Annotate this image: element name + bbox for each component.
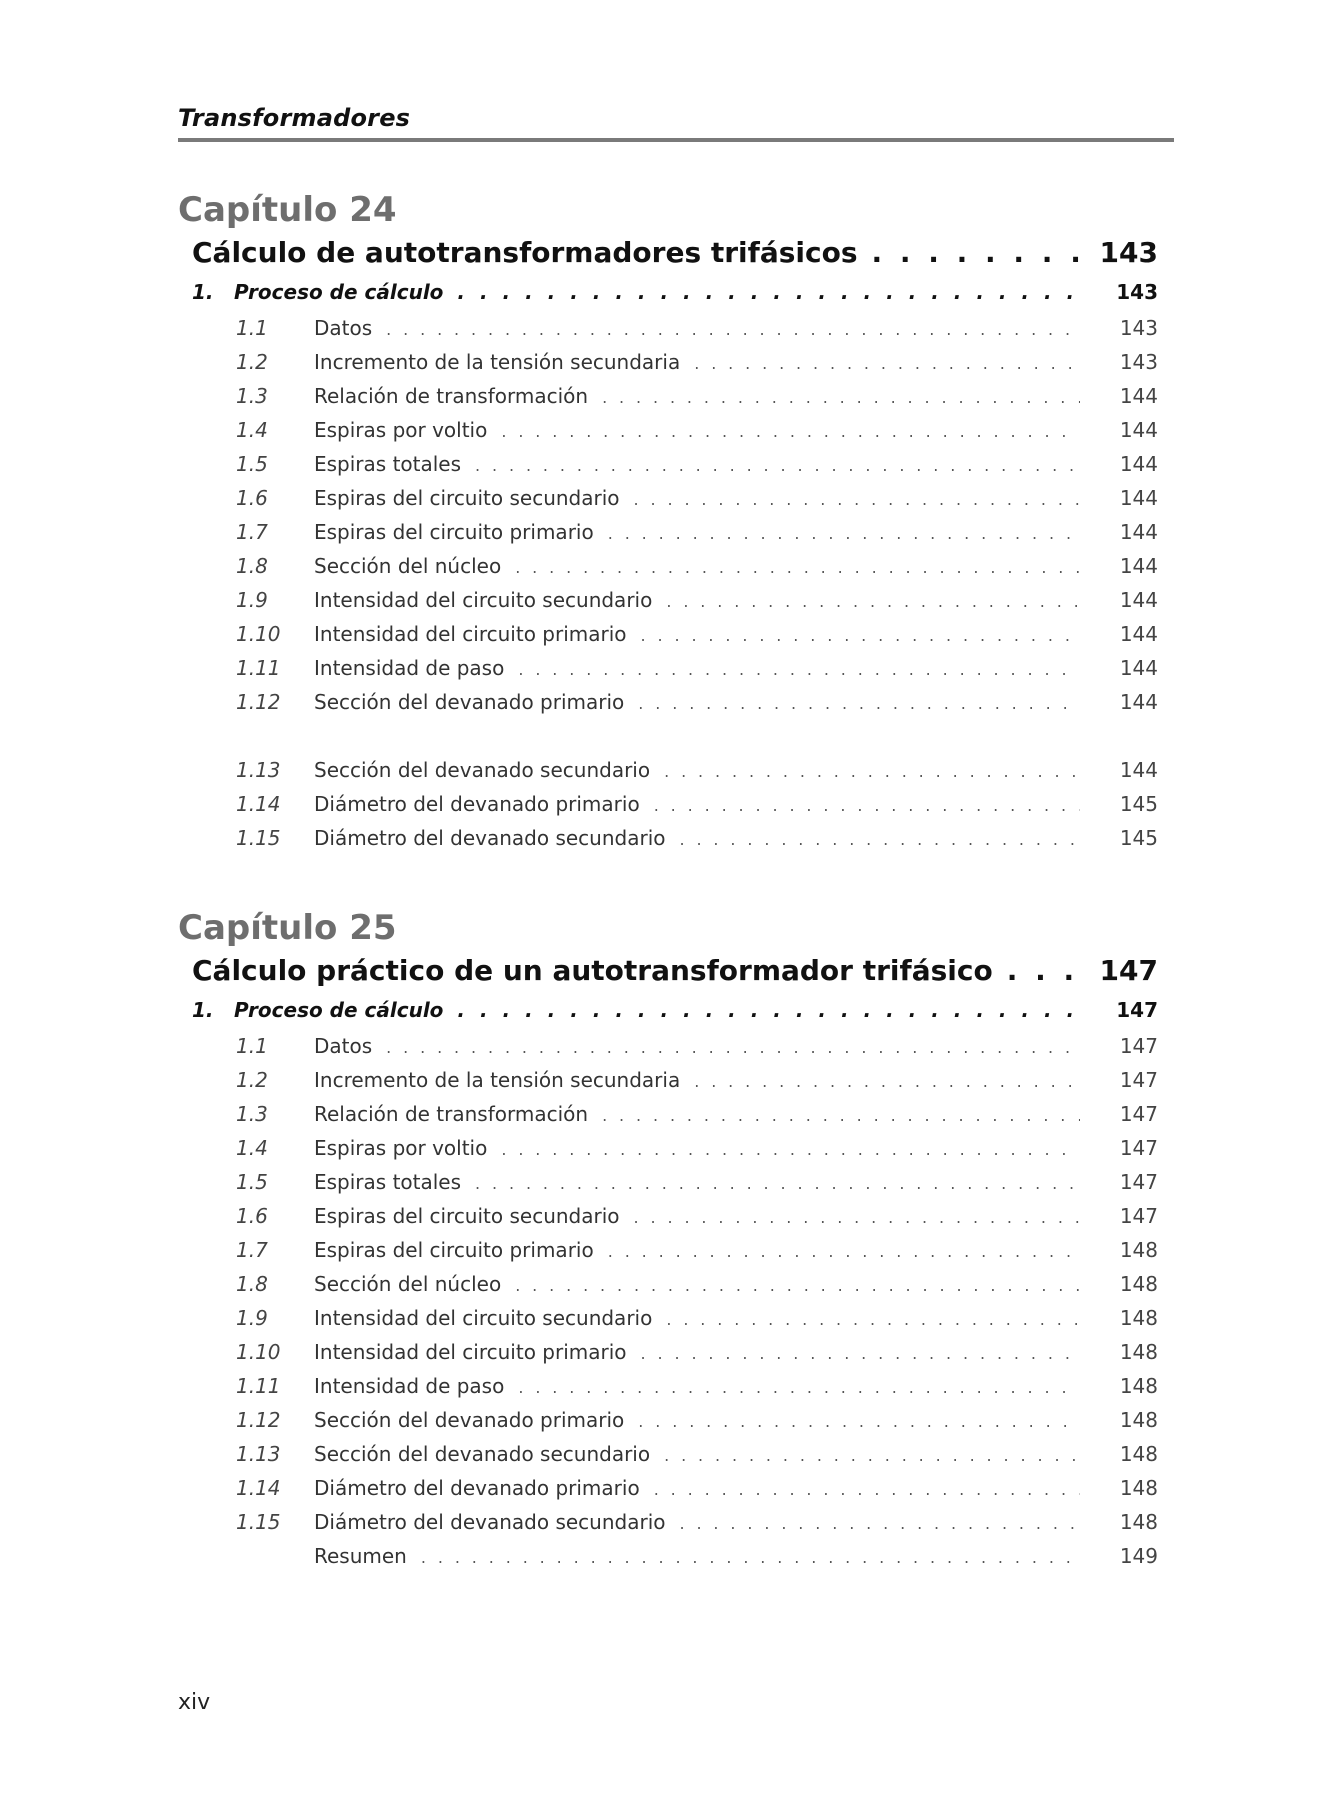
entry-number: 1.11 (236, 1374, 281, 1398)
entry-title: Intensidad del circuito primario (314, 622, 627, 646)
spacer (178, 724, 1158, 758)
entry-number: 1.3 (236, 384, 268, 408)
entry-title: Relación de transformación (314, 1102, 589, 1126)
toc-entry[interactable] (178, 1306, 1158, 1340)
toc-entry[interactable] (178, 1170, 1158, 1204)
dot-leader (602, 388, 1080, 407)
entry-title: Intensidad del circuito secundario (314, 588, 653, 612)
entry-title: Espiras por voltio (314, 418, 488, 442)
toc-entry[interactable] (178, 350, 1158, 384)
section-row[interactable] (178, 280, 1158, 316)
entry-page: 144 (1119, 690, 1158, 714)
entry-page: 148 (1119, 1442, 1158, 1466)
dot-leader (501, 1140, 1080, 1159)
dot-leader (638, 694, 1080, 713)
toc-entry[interactable] (178, 1034, 1158, 1068)
dot-leader (666, 592, 1080, 611)
toc-entry[interactable] (178, 316, 1158, 350)
entry-page: 147 (1119, 1136, 1158, 1160)
entry-title: Sección del núcleo (314, 554, 502, 578)
entry-number: 1.9 (236, 588, 268, 612)
dot-leader (518, 660, 1080, 679)
entry-page: 144 (1119, 622, 1158, 646)
entry-number: 1.6 (236, 1204, 268, 1228)
toc-entry[interactable] (178, 1476, 1158, 1510)
entry-page: 148 (1119, 1408, 1158, 1432)
dot-leader (654, 796, 1080, 815)
toc-items (178, 1034, 1158, 1578)
toc-entry[interactable] (178, 656, 1158, 690)
entry-page: 144 (1119, 418, 1158, 442)
entry-number: 1.8 (236, 554, 268, 578)
section-title: Proceso de cálculo (234, 280, 444, 304)
entry-title: Intensidad del circuito secundario (314, 1306, 653, 1330)
entry-page: 145 (1119, 792, 1158, 816)
section-number: 1. (192, 280, 214, 304)
entry-page: 147 (1119, 1170, 1158, 1194)
toc-entry[interactable] (178, 384, 1158, 418)
entry-number: 1.2 (236, 1068, 268, 1092)
entry-number: 1.4 (236, 418, 268, 442)
entry-page: 148 (1119, 1272, 1158, 1296)
entry-title: Relación de transformación (314, 384, 589, 408)
entry-title: Espiras del circuito secundario (314, 486, 620, 510)
toc-entry[interactable] (178, 1238, 1158, 1272)
dot-leader (634, 490, 1080, 509)
toc-entry[interactable] (178, 1102, 1158, 1136)
dot-leader (386, 1038, 1080, 1057)
entry-number: 1.9 (236, 1306, 268, 1330)
chapter-title-row[interactable] (178, 236, 1158, 278)
section-number: 1. (192, 998, 214, 1022)
chapter-24 (178, 190, 1158, 860)
toc-entry[interactable] (178, 486, 1158, 520)
entry-number: 1.15 (236, 1510, 281, 1534)
entry-page: 144 (1119, 520, 1158, 544)
toc-entry[interactable] (178, 452, 1158, 486)
entry-number: 1.7 (236, 520, 268, 544)
dot-leader (664, 762, 1080, 781)
entry-title: Sección del devanado secundario (314, 1442, 651, 1466)
dot-leader (515, 1276, 1080, 1295)
running-head-rule (178, 138, 1174, 142)
entry-page: 143 (1119, 350, 1158, 374)
entry-number: 1.10 (236, 622, 281, 646)
entry-page: 147 (1119, 1068, 1158, 1092)
entry-page: 147 (1119, 1034, 1158, 1058)
dot-leader (457, 280, 1080, 304)
entry-number: 1.7 (236, 1238, 268, 1262)
entry-title: Intensidad de paso (314, 1374, 505, 1398)
toc-entry[interactable] (178, 826, 1158, 860)
dot-leader (641, 626, 1080, 645)
entry-title: Diámetro del devanado primario (314, 1476, 640, 1500)
entry-title: Espiras del circuito secundario (314, 1204, 620, 1228)
entry-page: 144 (1119, 384, 1158, 408)
toc-entry[interactable] (178, 758, 1158, 792)
entry-title: Espiras totales (314, 452, 462, 476)
chapter-title: Cálculo práctico de un autotransformador trifásico (192, 954, 993, 987)
entry-page: 148 (1119, 1238, 1158, 1262)
entry-page: 144 (1119, 656, 1158, 680)
dot-leader (664, 1446, 1080, 1465)
entry-title: Incremento de la tensión secundaria (314, 350, 681, 374)
dot-leader (608, 524, 1080, 543)
entry-page: 144 (1119, 588, 1158, 612)
dot-leader (679, 1514, 1080, 1533)
toc-entry[interactable] (178, 1442, 1158, 1476)
dot-leader (679, 830, 1080, 849)
entry-title: Resumen (314, 1544, 407, 1568)
entry-number: 1.6 (236, 486, 268, 510)
entry-number: 1.12 (236, 1408, 281, 1432)
entry-number: 1.5 (236, 452, 268, 476)
entry-page: 144 (1119, 486, 1158, 510)
toc-entry[interactable] (178, 1544, 1158, 1578)
entry-title: Sección del devanado primario (314, 690, 625, 714)
entry-page: 149 (1119, 1544, 1158, 1568)
entry-title: Datos (314, 316, 373, 340)
entry-number: 1.1 (236, 316, 268, 340)
entry-title: Diámetro del devanado primario (314, 792, 640, 816)
toc-entry[interactable] (178, 1204, 1158, 1238)
running-head (178, 104, 1174, 142)
entry-page: 144 (1119, 758, 1158, 782)
chapter-25 (178, 908, 1158, 1578)
toc-entry[interactable] (178, 690, 1158, 724)
dot-leader (666, 1310, 1080, 1329)
chapter-label: Capítulo 25 (178, 908, 397, 948)
running-head-title: Transformadores (178, 104, 411, 132)
toc-entry[interactable] (178, 1136, 1158, 1170)
entry-title: Datos (314, 1034, 373, 1058)
toc-entry[interactable] (178, 1510, 1158, 1544)
toc-entry[interactable] (178, 1272, 1158, 1306)
entry-title: Incremento de la tensión secundaria (314, 1068, 681, 1092)
entry-number: 1.3 (236, 1102, 268, 1126)
dot-leader (638, 1412, 1080, 1431)
toc-entry[interactable] (178, 554, 1158, 588)
dot-leader (872, 236, 1081, 269)
entry-number: 1.5 (236, 1170, 268, 1194)
dot-leader (515, 558, 1080, 577)
toc-entry[interactable] (178, 1340, 1158, 1374)
entry-page: 148 (1119, 1476, 1158, 1500)
entry-number: 1.14 (236, 792, 281, 816)
dot-leader (501, 422, 1080, 441)
entry-title: Diámetro del devanado secundario (314, 1510, 666, 1534)
chapter-title-row[interactable] (178, 954, 1158, 996)
entry-page: 144 (1119, 452, 1158, 476)
entry-number: 1.10 (236, 1340, 281, 1364)
dot-leader (518, 1378, 1080, 1397)
toc-entry[interactable] (178, 588, 1158, 622)
toc-entry[interactable] (178, 520, 1158, 554)
entry-number: 1.12 (236, 690, 281, 714)
dot-leader (421, 1548, 1080, 1567)
entry-page: 145 (1119, 826, 1158, 850)
toc-entry[interactable] (178, 418, 1158, 452)
entry-title: Intensidad del circuito primario (314, 1340, 627, 1364)
entry-page: 148 (1119, 1340, 1158, 1364)
section-row[interactable] (178, 998, 1158, 1034)
entry-title: Espiras del circuito primario (314, 520, 594, 544)
dot-leader (694, 1072, 1080, 1091)
toc-entry[interactable] (178, 1374, 1158, 1408)
entry-number: 1.15 (236, 826, 281, 850)
section-title: Proceso de cálculo (234, 998, 444, 1022)
dot-leader (475, 456, 1080, 475)
toc-entry[interactable] (178, 792, 1158, 826)
dot-leader (634, 1208, 1080, 1227)
dot-leader (608, 1242, 1080, 1261)
entry-title: Espiras por voltio (314, 1136, 488, 1160)
entry-page: 148 (1119, 1374, 1158, 1398)
dot-leader (602, 1106, 1080, 1125)
toc-entry[interactable] (178, 622, 1158, 656)
entry-page: 147 (1119, 1102, 1158, 1126)
entry-number: 1.2 (236, 350, 268, 374)
toc-entry[interactable] (178, 1408, 1158, 1442)
dot-leader (475, 1174, 1080, 1193)
chapter-page: 147 (1099, 954, 1158, 987)
dot-leader (457, 998, 1080, 1022)
entry-number: 1.13 (236, 758, 281, 782)
entry-title: Intensidad de paso (314, 656, 505, 680)
entry-number: 1.4 (236, 1136, 268, 1160)
entry-number: 1.14 (236, 1476, 281, 1500)
entry-page: 147 (1119, 1204, 1158, 1228)
entry-number: 1.8 (236, 1272, 268, 1296)
entry-page: 144 (1119, 554, 1158, 578)
entry-title: Sección del núcleo (314, 1272, 502, 1296)
entry-title: Espiras del circuito primario (314, 1238, 594, 1262)
entry-number: 1.11 (236, 656, 281, 680)
dot-leader (641, 1344, 1080, 1363)
entry-page: 143 (1119, 316, 1158, 340)
section-page: 143 (1116, 280, 1158, 304)
dot-leader (694, 354, 1080, 373)
entry-number: 1.13 (236, 1442, 281, 1466)
toc-entry[interactable] (178, 1068, 1158, 1102)
entry-page: 148 (1119, 1306, 1158, 1330)
entry-title: Espiras totales (314, 1170, 462, 1194)
page-number: xiv (178, 1690, 211, 1715)
chapter-label: Capítulo 24 (178, 190, 397, 230)
dot-leader (386, 320, 1080, 339)
toc-items (178, 316, 1158, 860)
chapter-page: 143 (1099, 236, 1158, 269)
entry-number: 1.1 (236, 1034, 268, 1058)
dot-leader (1007, 954, 1080, 987)
entry-title: Sección del devanado primario (314, 1408, 625, 1432)
entry-page: 148 (1119, 1510, 1158, 1534)
dot-leader (654, 1480, 1080, 1499)
entry-title: Sección del devanado secundario (314, 758, 651, 782)
entry-title: Diámetro del devanado secundario (314, 826, 666, 850)
section-page: 147 (1116, 998, 1158, 1022)
chapter-title: Cálculo de autotransformadores trifásicos (192, 236, 858, 269)
